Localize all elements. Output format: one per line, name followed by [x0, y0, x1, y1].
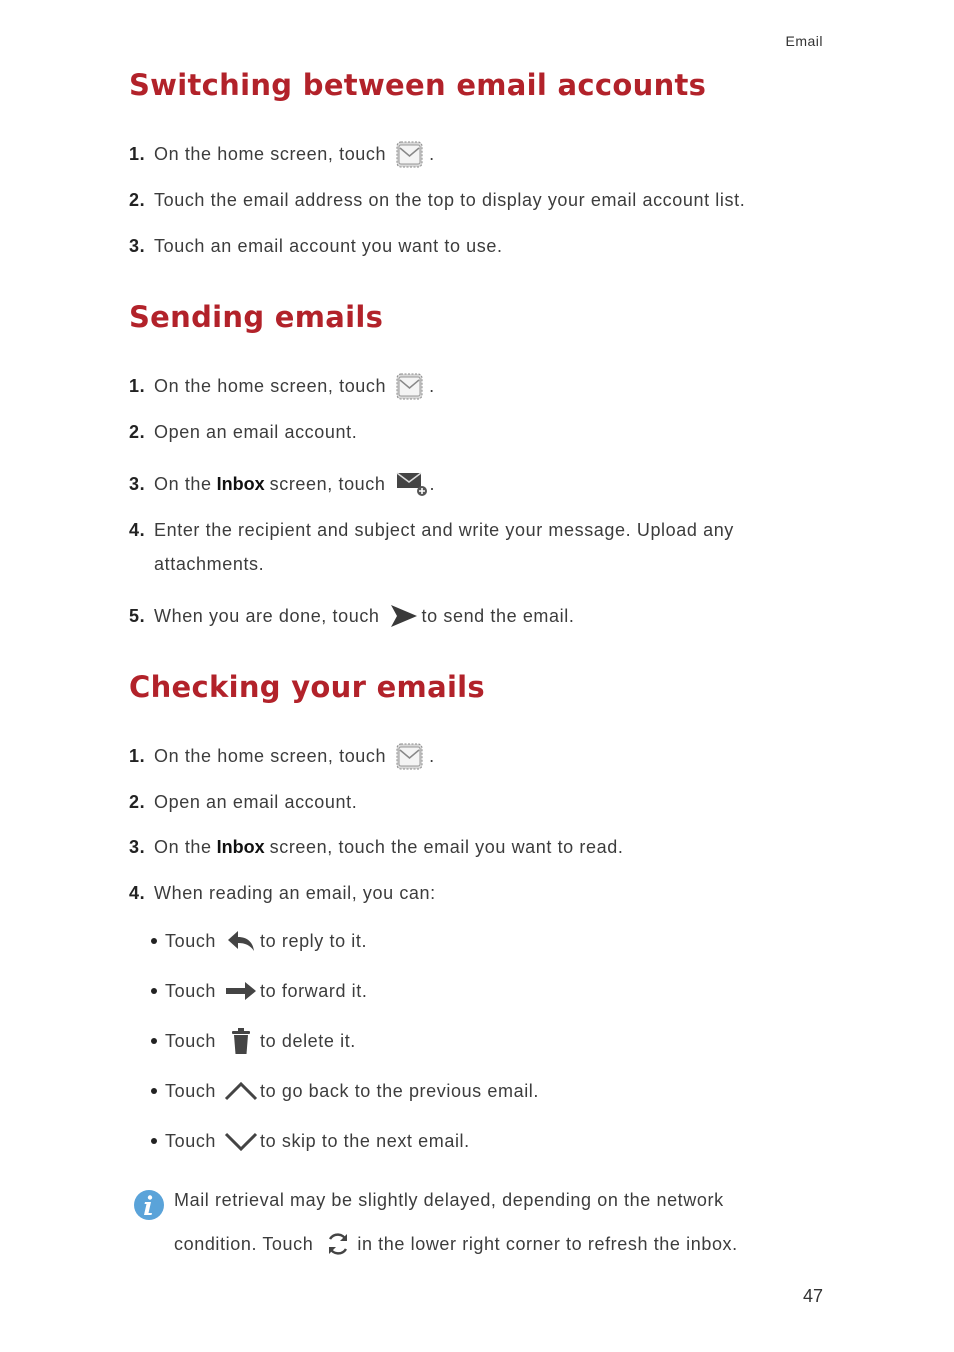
- chevron-down-icon: [224, 1131, 258, 1151]
- step-number: 1.: [129, 745, 146, 766]
- step-text: Touch the email address on the top to display your email account list.: [154, 189, 746, 210]
- compose-email-icon: [396, 470, 428, 498]
- step-3: [129, 469, 435, 499]
- bullet-text: to forward it.: [260, 980, 368, 1001]
- step-text: On the home screen, touch: [154, 745, 387, 766]
- step-number: 1.: [129, 375, 146, 396]
- note-text-after: in the lower right corner to refresh the inbox.: [357, 1233, 738, 1254]
- email-app-icon: [396, 743, 423, 770]
- step-2: [129, 787, 357, 817]
- step-text-after: .: [429, 745, 435, 766]
- step-5: [129, 601, 574, 631]
- step-number: 4.: [129, 882, 146, 903]
- step-4: [129, 515, 734, 545]
- section-title-checking-emails: Checking your emails: [129, 670, 485, 704]
- refresh-icon: [325, 1231, 351, 1257]
- note-text-before: condition. Touch: [174, 1233, 314, 1254]
- bullet-text: to delete it.: [260, 1030, 356, 1051]
- section-title-sending-emails: Sending emails: [129, 300, 384, 334]
- bullet-forward: [151, 976, 367, 1006]
- bullet-text: to skip to the next email.: [260, 1130, 470, 1151]
- email-app-icon: [396, 141, 423, 168]
- bullet-lead: Touch: [165, 1030, 217, 1051]
- step-text: Open an email account.: [154, 421, 358, 442]
- step-text: On the: [154, 836, 212, 857]
- step-text-after: .: [429, 143, 435, 164]
- step-number: 3.: [129, 836, 146, 857]
- chevron-up-icon: [224, 1081, 258, 1101]
- step-4: [129, 878, 436, 908]
- step-3: [129, 832, 623, 862]
- inbox-label: Inbox: [216, 473, 265, 494]
- step-text: Touch an email account you want to use.: [154, 235, 503, 256]
- bullet-dot: [151, 1038, 157, 1044]
- bullet-dot: [151, 1138, 157, 1144]
- step-number: 2.: [129, 791, 146, 812]
- bullet-dot: [151, 988, 157, 994]
- step-1: [129, 371, 435, 401]
- step-1: [129, 741, 435, 771]
- step-number: 2.: [129, 189, 146, 210]
- bullet-dot: [151, 938, 157, 944]
- step-number: 3.: [129, 235, 146, 256]
- step-4-continuation: attachments.: [154, 553, 265, 574]
- send-icon: [390, 604, 418, 628]
- bullet-lead: Touch: [165, 1130, 217, 1151]
- step-2: [129, 417, 357, 447]
- note-line-1: Mail retrieval may be slightly delayed, depending on the network: [174, 1189, 724, 1210]
- bullet-lead: Touch: [165, 1080, 217, 1101]
- bullet-text: to go back to the previous email.: [260, 1080, 539, 1101]
- step-text-after: to send the email.: [421, 605, 575, 626]
- trash-icon: [224, 1027, 258, 1055]
- step-text: When you are done, touch: [154, 605, 380, 626]
- step-text: When reading an email, you can:: [154, 882, 436, 903]
- step-text: On the: [154, 473, 212, 494]
- step-number: 4.: [129, 519, 146, 540]
- bullet-text: to reply to it.: [260, 930, 368, 951]
- section-title-switching-accounts: Switching between email accounts: [129, 68, 707, 102]
- step-text: On the home screen, touch: [154, 375, 387, 396]
- email-app-icon: [396, 373, 423, 400]
- bullet-dot: [151, 1088, 157, 1094]
- step-text-after: .: [429, 473, 436, 494]
- bullet-delete: [151, 1026, 356, 1056]
- step-text: Enter the recipient and subject and write your message. Upload any: [154, 519, 734, 540]
- bullet-next: [151, 1126, 470, 1156]
- bullet-reply: [151, 926, 367, 956]
- step-text: Open an email account.: [154, 791, 358, 812]
- step-3: [129, 231, 503, 261]
- step-2: [129, 185, 745, 215]
- step-number: 3.: [129, 473, 146, 494]
- step-text-after: screen, touch the email you want to read.: [269, 836, 624, 857]
- note-line-2: [174, 1229, 738, 1259]
- step-number: 1.: [129, 143, 146, 164]
- step-number: 2.: [129, 421, 146, 442]
- info-icon: [133, 1189, 165, 1226]
- bullet-lead: Touch: [165, 980, 217, 1001]
- page-number: 47: [802, 1286, 823, 1306]
- bullet-previous: [151, 1076, 539, 1106]
- step-text-after: .: [429, 375, 435, 396]
- step-text-mid: screen, touch: [269, 473, 386, 494]
- step-number: 5.: [129, 605, 146, 626]
- step-text: On the home screen, touch: [154, 143, 387, 164]
- inbox-label: Inbox: [216, 836, 265, 857]
- bullet-lead: Touch: [165, 930, 217, 951]
- step-1: [129, 139, 435, 169]
- reply-icon: [224, 929, 258, 953]
- header-section-label: Email: [785, 33, 823, 49]
- forward-icon: [224, 981, 258, 1001]
